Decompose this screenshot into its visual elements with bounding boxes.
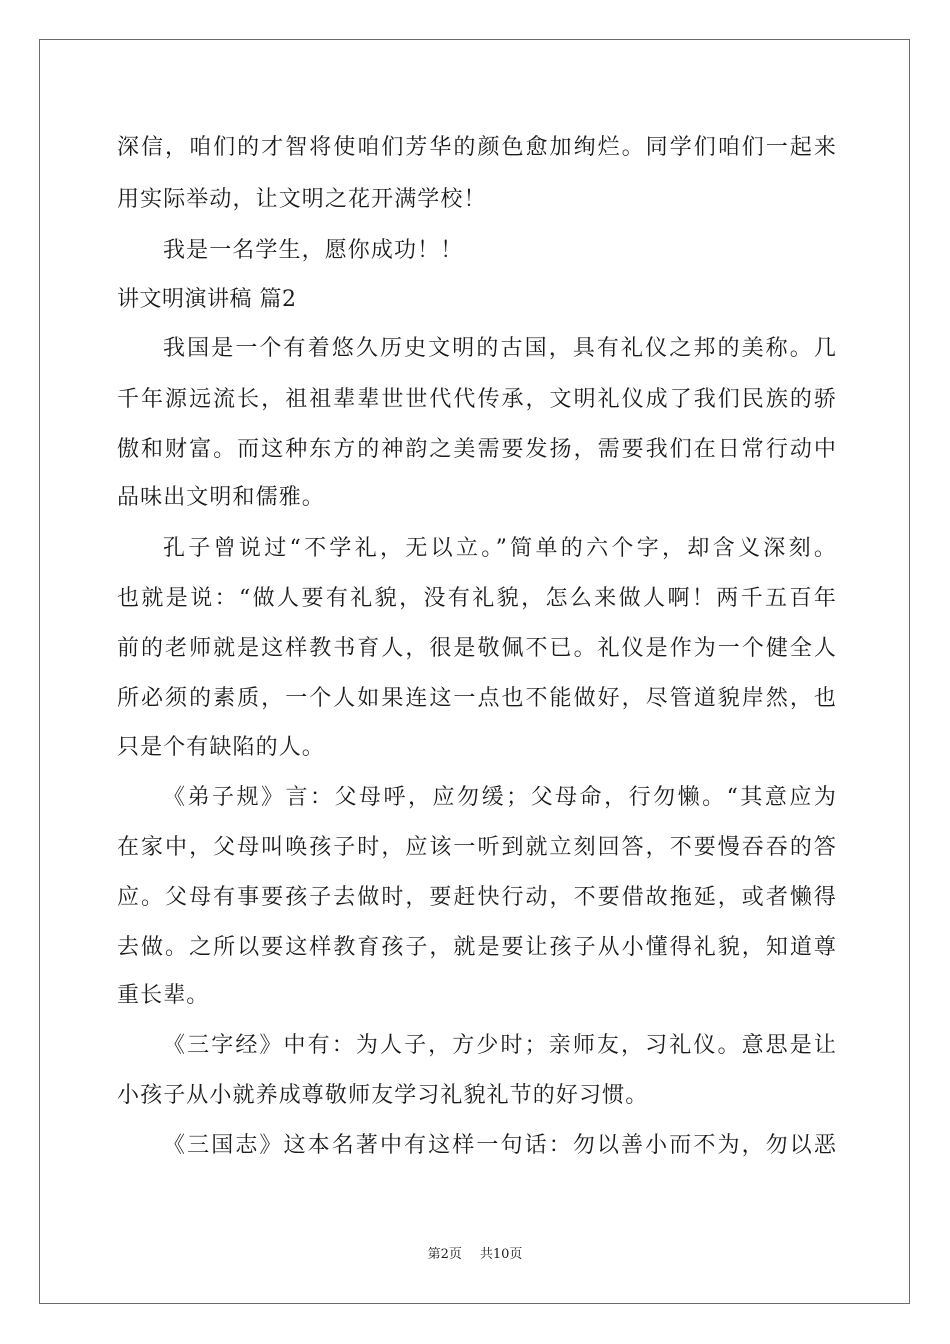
page-number: 第2页 (427, 1247, 462, 1262)
text-line: 前的老师就是这样教书育人，很是敬佩不已。礼仪是作为一个健全人 (117, 636, 837, 661)
text-line: 应。父母有事要孩子去做时，要赶快行动，不要借故拖延，或者懒得 (117, 885, 837, 910)
text-line: 《三国志》这本名著中有这样一句话：勿以善小而不为，勿以恶 (163, 1133, 837, 1158)
text-line: 重长辈。 (117, 983, 210, 1008)
page-footer (0, 1243, 950, 1262)
text-line: 傲和财富。而这种东方的神韵之美需要发扬，需要我们在日常行动中 (117, 437, 837, 462)
text-line: 《弟子规》言：父母呼，应勿缓；父母命，行勿懒。“其意应为 (163, 785, 837, 810)
text-line: 去做。之所以要这样教育孩子，就是要让孩子从小懂得礼貌，知道尊 (117, 935, 837, 960)
text-line: 所必须的素质，一个人如果连这一点也不能做好，尽管道貌岸然，也 (117, 686, 837, 711)
text-line: 也就是说：“做人要有礼貌，没有礼貌，怎么来做人啊！两千五百年 (117, 586, 837, 611)
text-line: 我是一名学生，愿你成功！！ (163, 238, 464, 263)
text-line: 品味出文明和儒雅。 (117, 485, 325, 510)
text-line: 小孩子从小就养成尊敬师友学习礼貌礼节的好习惯。 (117, 1083, 649, 1108)
text-line: 千年源远流长，祖祖辈辈世世代代传承，文明礼仪成了我们民族的骄 (117, 387, 837, 412)
text-line: 我国是一个有着悠久历史文明的古国，具有礼仪之邦的美称。几 (163, 336, 837, 361)
text-line: 在家中，父母叫唤孩子时，应该一听到就立刻回答，不要慢吞吞的答 (117, 835, 837, 860)
text-line: 深信，咱们的才智将使咱们芳华的颜色愈加绚烂。同学们咱们一起来 (117, 135, 837, 160)
text-line: 用实际举动，让文明之花开满学校！ (117, 187, 487, 212)
text-line: 孔子曾说过“不学礼，无以立。”简单的六个字，却含义深刻。 (163, 536, 837, 561)
page-total: 共10页 (479, 1247, 523, 1262)
section-heading: 讲文明演讲稿 篇2 (117, 287, 297, 312)
text-line: 只是个有缺陷的人。 (117, 735, 325, 760)
text-line: 《三字经》中有：为人子，方少时；亲师友，习礼仪。意思是让 (163, 1033, 837, 1058)
